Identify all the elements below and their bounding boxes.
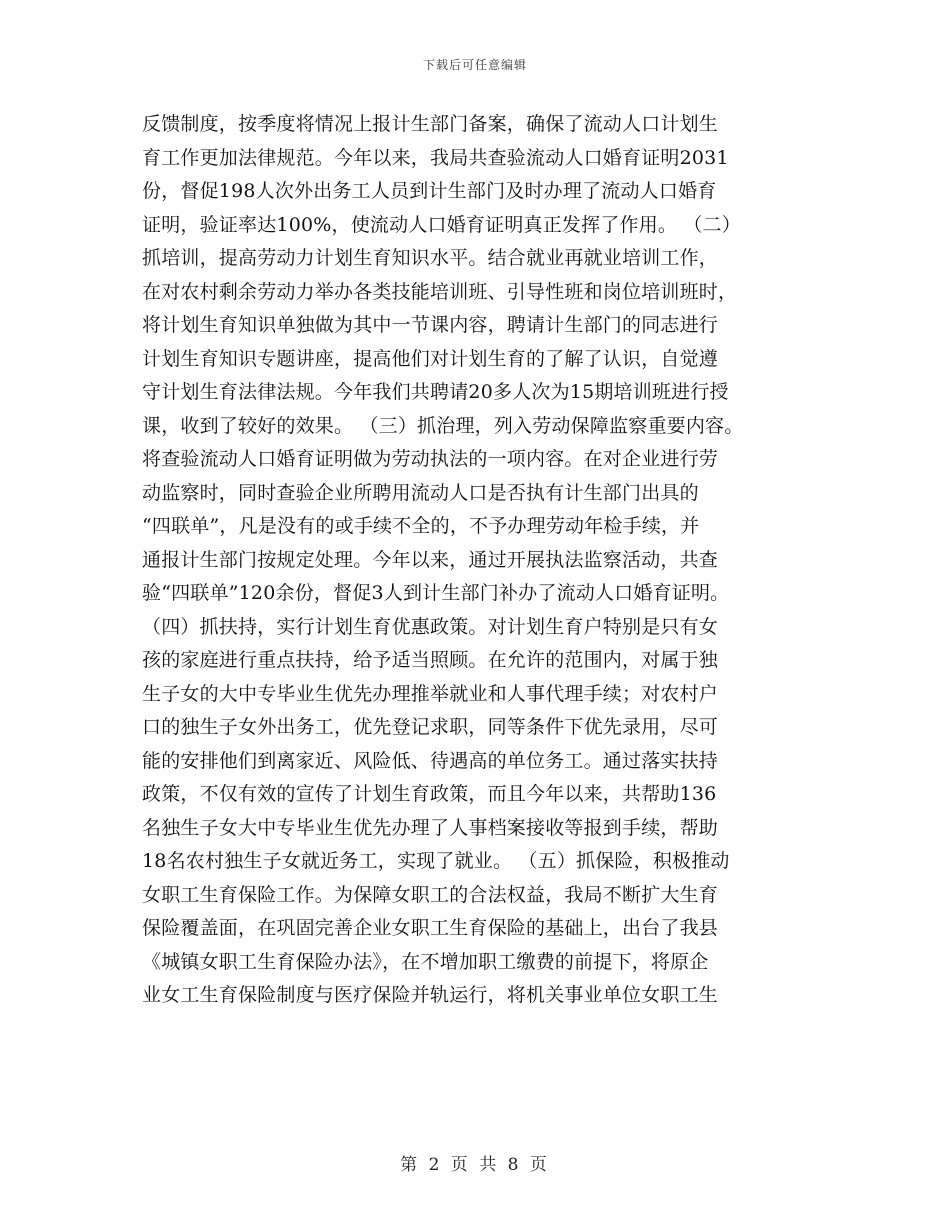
text-line: 在对农村剩余劳动力举办各类技能培训班、引导性班和岗位培训班时，	[142, 280, 738, 303]
text-line: 验“四联单”120余份，督促3人到计生部门补办了流动人口婚育证明。	[142, 582, 730, 604]
text-line: 课，收到了较好的效果。 （三）抓治理，列入劳动保障监察重要内容。	[142, 414, 744, 437]
text-line: 育工作更加法律规范。今年以来，我局共查验流动人口婚育证明2031	[142, 146, 729, 169]
text-line: 证明，验证率达100%，使流动人口婚育证明真正发挥了作用。 （二）	[142, 213, 741, 236]
text-line: “四联单”，凡是没有的或手续不全的，不予办理劳动年检手续，并	[142, 515, 700, 537]
page-footer: 第 2 页 共 8 页	[400, 1155, 550, 1175]
text-line: 18名农村独生子女就近务工，实现了就业。 （五）抓保险，积极推动	[142, 850, 730, 872]
text-line: 反馈制度，按季度将情况上报计生部门备案，确保了流动人口计划生	[142, 113, 719, 135]
text-line: 守计划生育法律法规。今年我们共聘请20多人次为15期培训班进行授	[142, 381, 729, 403]
text-line: 计划生育知识专题讲座，提高他们对计划生育的了解了认识，自觉遵	[142, 347, 719, 370]
text-line: 《城镇女职工生育保险办法》，在不增加职工缴费的前提下，将原企	[142, 950, 709, 973]
text-line: 名独生子女大中专毕业生优先办理了人事档案接收等报到手续，帮助	[142, 816, 719, 839]
text-line: 动监察时，同时查验企业所聘用流动人口是否执有计生部门出具的	[142, 481, 699, 504]
text-line: 份，督促198人次外出务工人员到计生部门及时办理了流动人口婚育	[142, 180, 717, 202]
text-line: 生子女的大中专毕业生优先办理推举就业和人事代理手续；对农村户	[142, 682, 719, 705]
text-line: 口的独生子女外出务工，优先登记求职，同等条件下优先录用，尽可	[142, 716, 719, 738]
text-line: 将计划生育知识单独做为其中一节课内容，聘请计生部门的同志进行	[142, 314, 719, 336]
text-line: 能的安排他们到离家近、风险低、待遇高的单位务工。通过落实扶持	[142, 749, 719, 772]
text-line: 女职工生育保险工作。为保障女职工的合法权益，我局不断扩大生育	[142, 883, 719, 906]
text-line: 抓培训，提高劳动力计划生育知识水平。结合就业再就业培训工作，	[142, 247, 719, 269]
text-line: （四）抓扶持，实行计划生育优惠政策。对计划生育户特别是只有女	[142, 615, 719, 638]
text-line: 将查验流动人口婚育证明做为劳动执法的一项内容。在对企业进行劳	[142, 448, 719, 470]
text-line: 通报计生部门按规定处理。今年以来，通过开展执法监察活动，共查	[142, 548, 719, 571]
document-body	[142, 108, 832, 1013]
page-header: 下载后可任意编辑	[422, 58, 527, 72]
text-line: 业女工生育保险制度与医疗保险并轨运行，将机关事业单位女职工生	[142, 984, 719, 1006]
text-line: 孩的家庭进行重点扶持，给予适当照顾。在允许的范围内，对属于独	[142, 649, 719, 671]
text-line: 保险覆盖面，在巩固完善企业女职工生育保险的基础上，出台了我县	[142, 917, 719, 939]
text-line: 政策，不仅有效的宣传了计划生育政策，而且今年以来，共帮助136	[142, 783, 717, 805]
